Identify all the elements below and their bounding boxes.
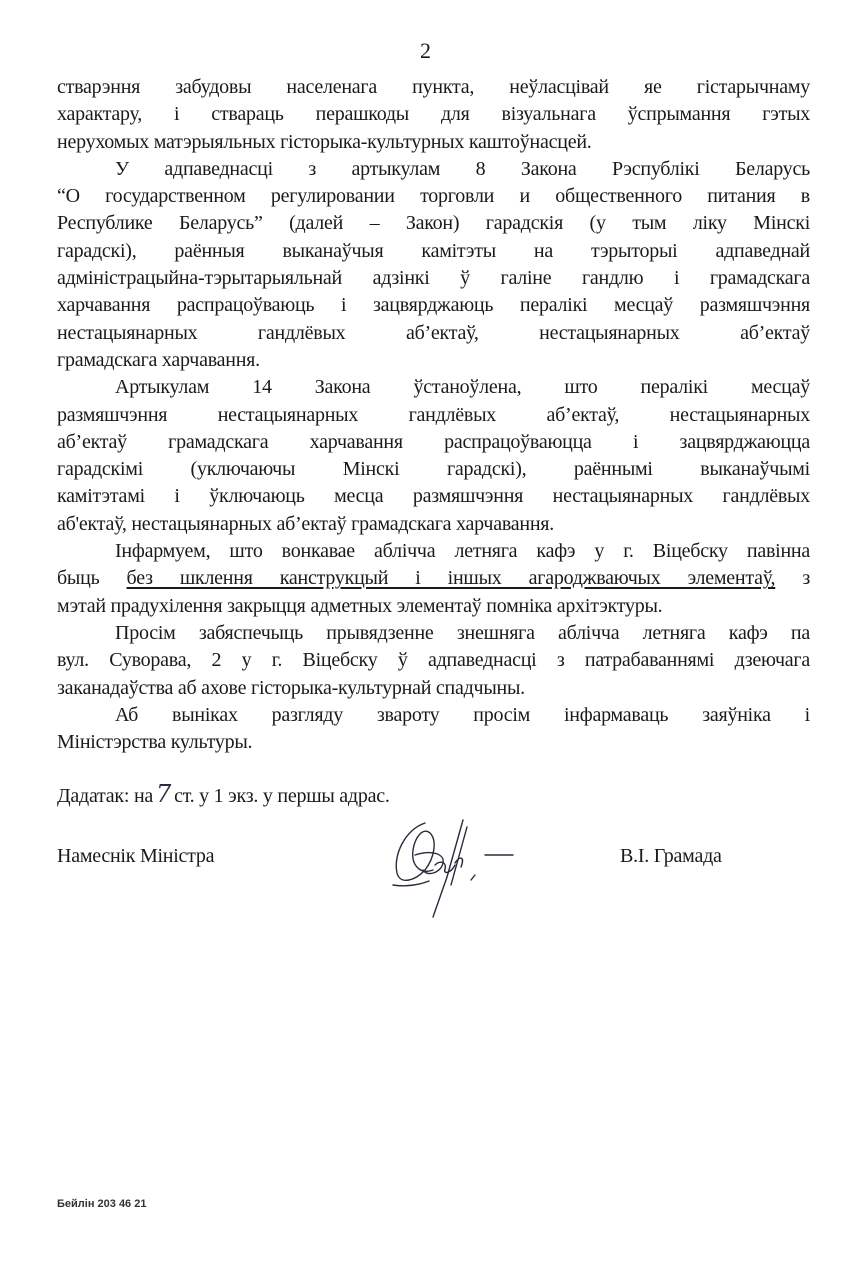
handwritten-page-count: 7 (156, 780, 172, 808)
paragraph-4 (57, 538, 810, 620)
text-line: грамадскага харчавання. (57, 348, 260, 371)
page-number: 2 (420, 38, 431, 63)
paragraph-6 (57, 702, 810, 757)
text-line: Просім забяспечыць прывядзенне знешняга аблічча летняга кафэ па (115, 621, 810, 644)
text-line: гарадскі), раённыя выканаўчыя камітэты на тэрыторыі адпаведнай (57, 239, 810, 262)
text-line: нерухомых матэрыяльных гісторыка-культурных каштоўнасцей. (57, 130, 592, 153)
letter-body (57, 74, 810, 756)
text-line: характару, і ствараць перашкоды для візуальнага ўспрымання гэтых (57, 103, 810, 126)
signatory-title: Намеснік Міністра (57, 845, 215, 867)
text-fragment: быць (57, 567, 127, 590)
paragraph-2 (57, 156, 810, 374)
text-line: камітэтамі і ўключаюць месца размяшчэння нестацыянарных гандлёвых (57, 485, 810, 508)
text-line: У адпаведнасці з артыкулам 8 Закона Рэспублікі Беларусь (115, 157, 810, 180)
text-line: Аб выніках разгляду звароту просім інфармаваць заяўніка і (115, 703, 810, 726)
text-line: вул. Суворава, 2 у г. Віцебску ў адпаведнасці з патрабаваннямі дзеючага (57, 649, 810, 672)
signatory-name: В.І. Грамада (620, 845, 722, 867)
annex-suffix: ст. у 1 экз. у першы адрас. (174, 785, 390, 807)
text-line: стварэння забудовы населенага пункта, неўласцівай яе гістарычнаму (57, 76, 810, 98)
text-line: заканадаўства аб ахове гісторыка-культурнай спадчыны. (57, 676, 525, 699)
text-line: Республике Беларусь” (далей – Закон) гарадскія (у тым ліку Мінскі (57, 212, 810, 235)
annex-prefix: Дадатак: на (57, 785, 154, 807)
handwritten-signature (385, 815, 525, 920)
text-line: Інфармуем, што вонкавае аблічча летняга кафэ у г. Віцебску павінна (115, 540, 810, 563)
text-line: адміністрацыйна-тэрытарыяльнай адзінкі ў галіне гандлю і грамадскага (57, 267, 810, 290)
text-line: аб'ектаў, нестацыянарных аб’ектаў грамадскага харчавання. (57, 512, 554, 535)
text-line: Артыкулам 14 Закона ўстаноўлена, што пералікі месцаў (115, 376, 810, 399)
text-line: размяшчэння нестацыянарных гандлёвых аб’ектаў, нестацыянарных (57, 403, 810, 426)
text-line: гарадскімі (уключаючы Мінскі гарадскі), раённымі выканаўчымі (57, 458, 810, 481)
text-line: нестацыянарных гандлёвых аб’ектаў, нестацыянарных аб’ектаў (57, 321, 810, 344)
text-line: мэтай прадухілення закрыцця адметных элементаў помніка архітэктуры. (57, 594, 663, 617)
paragraph-1 (57, 74, 810, 156)
text-line: Міністэрства культуры. (57, 731, 253, 754)
executor-footer: Бейлін 203 46 21 (57, 1198, 147, 1210)
text-line: харчавання распрацоўваюць і зацвярджаюць пералікі месцаў размяшчэння (57, 294, 810, 317)
paragraph-5 (57, 620, 810, 702)
text-line (57, 565, 810, 592)
text-line: “О государственном регулировании торговли и общественного питания в (57, 185, 810, 208)
underlined-text: без шклення канструкцый і іншых агароджваючых элементаў, (126, 567, 776, 590)
text-fragment: з (775, 567, 810, 590)
paragraph-3 (57, 374, 810, 538)
text-line: аб’ектаў грамадскага харчавання распрацоўваюцца і зацвярджаюцца (57, 430, 810, 453)
annex-note (57, 780, 390, 808)
